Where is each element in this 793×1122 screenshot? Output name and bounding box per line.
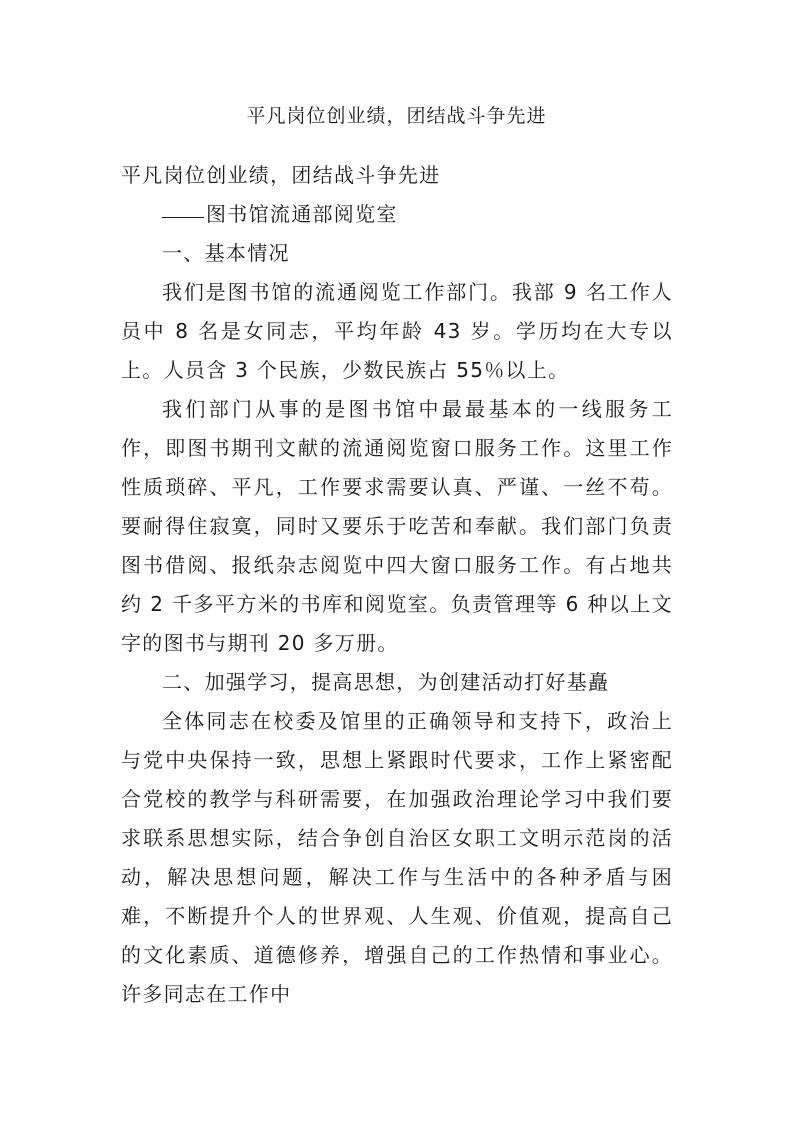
department-line	[121, 195, 673, 234]
blank-underline	[162, 216, 204, 218]
paragraph-staff-overview: 我们是图书馆的流通阅览工作部门。我部 9 名工作人员中 8 名是女同志，平均年龄 43 岁。学历均在大专以上。人员含 3 个民族，少数民族占 55％以上。	[121, 280, 673, 382]
document-title: 平凡岗位创业绩，团结战斗争先进	[246, 105, 547, 127]
section-heading-study: 二、加强学习，提高思想，为创建活动打好基矗	[162, 670, 610, 694]
document-subtitle: 平凡岗位创业绩，团结战斗争先进	[121, 163, 441, 187]
department-name: 图书馆流通部阅览室	[206, 202, 398, 226]
section-heading-basic-info: 一、基本情况	[162, 241, 290, 265]
document-body	[121, 156, 673, 1014]
paragraph-work-description: 我们部门从事的是图书馆中最最基本的一线服务工作，即图书期刊文献的流通阅览窗口服务工作。这里工作性质琐碎、平凡，工作要求需要认真、严谨、一丝不苟。要耐得住寂寞，同时又要乐于吃苦和奉献。我们部门负责图书借阅、报纸杂志阅览中四大窗口服务工作。有占地共约 2 千多平方米的书库和阅览室。负责管理等 6 种以上文字的图书与期刊 20 多万册。	[121, 397, 673, 655]
paragraph-political-study: 全体同志在校委及馆里的正确领导和支持下，政治上与党中央保持一致，思想上紧跟时代要求，工作上紧密配合党校的教学与科研需要，在加强政治理论学习中我们要求联系思想实际，结合争创自治区女职工文明示范岗的活动，解决思想问题，解决工作与生活中的各种矛盾与困难，不断提升个人的世界观、人生观、价值观，提高自己的文化素质、道德修养，增强自己的工作热情和事业心。许多同志在工作中	[121, 709, 673, 1006]
